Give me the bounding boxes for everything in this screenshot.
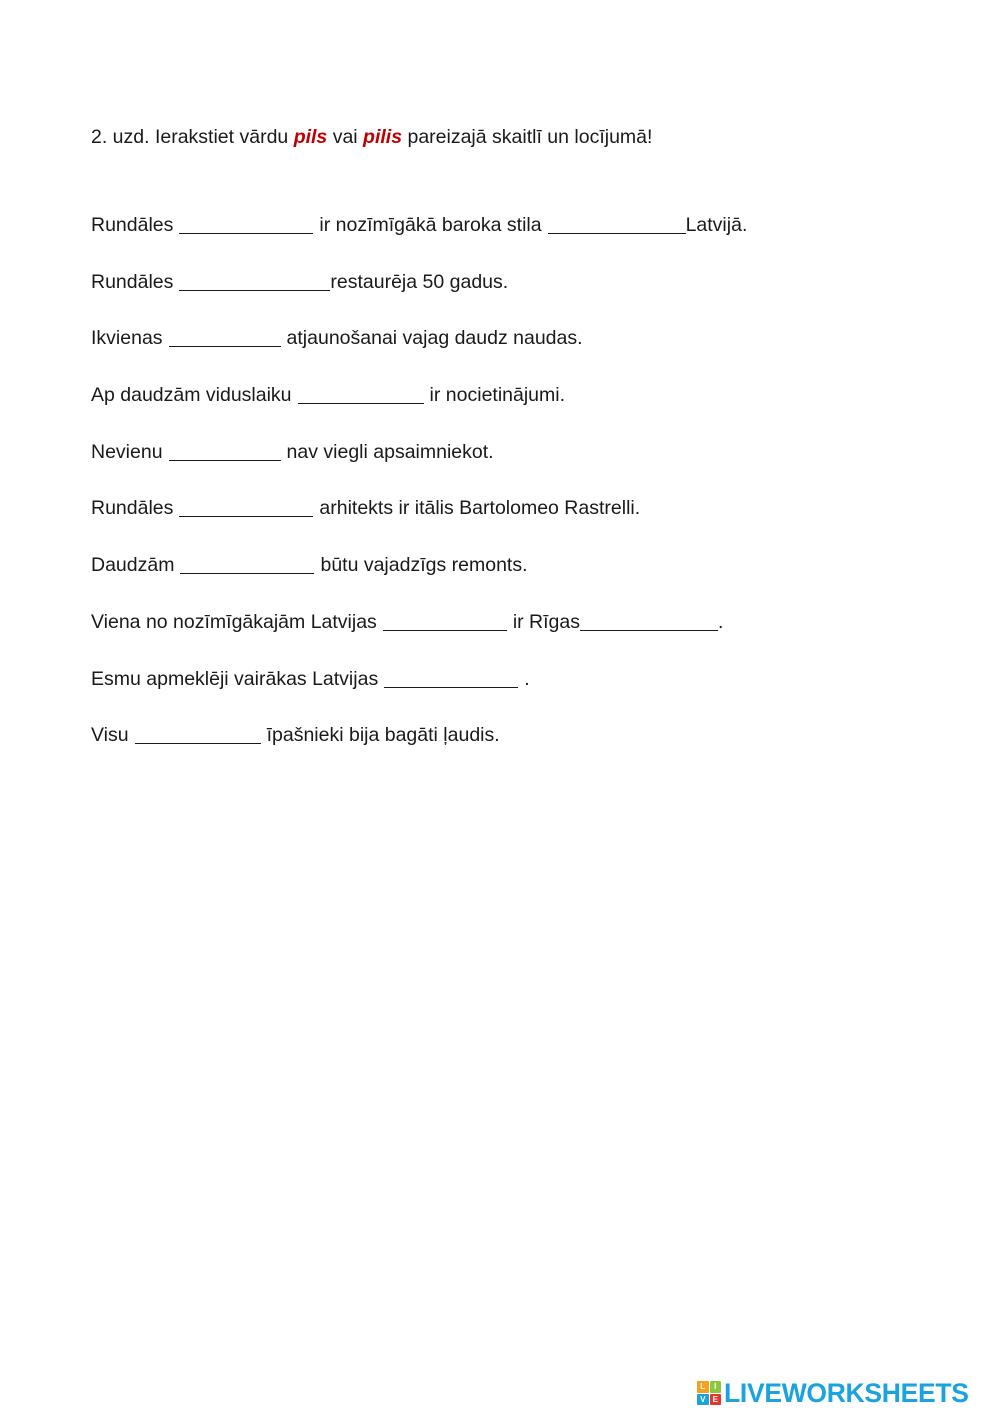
instruction-prefix: 2. uzd. Ierakstiet vārdu [91,126,294,148]
liveworksheets-logo [697,1378,969,1408]
exercise-sentence-10 [91,722,747,779]
liveworksheets-logo-icon [697,1381,721,1405]
instruction-suffix: pareizajā skaitlī un locījumā! [402,126,653,148]
answer-blank-7[interactable] [180,554,314,574]
exercise-sentence-9 [91,666,747,723]
sentence-text: Rundāles [91,214,174,236]
sentence-text: restaurēja 50 gadus. [330,270,509,293]
answer-blank-1a[interactable] [179,214,313,234]
logo-icon-letter: L [697,1381,709,1393]
exercise-sentence-8 [91,609,747,666]
sentence-text: Rundāles [91,270,174,293]
sentence-text: . [524,667,530,690]
sentence-text: ir nocietinājumi. [429,384,566,407]
answer-blank-2[interactable] [179,271,330,291]
logo-icon-letter: E [710,1394,722,1406]
sentence-text: Nevienu [91,440,163,463]
sentence-text: ir Rīgas [512,610,580,633]
exercise-sentence-6 [91,495,747,552]
exercise-sentence-1 [91,212,747,269]
sentence-text: Daudzām [91,554,175,577]
answer-blank-6[interactable] [179,497,313,517]
answer-blank-5[interactable] [169,441,281,461]
exercise-sentence-3 [91,325,747,382]
exercise-sentence-2 [91,269,747,326]
exercise-sentence-4 [91,382,747,439]
sentence-text: būtu vajadzīgs remonts. [320,554,528,577]
exercise-sentence-5 [91,439,747,496]
logo-text: LIVEWORKSHEETS [724,1377,969,1408]
answer-blank-3[interactable] [169,327,281,347]
exercise-list [91,212,747,779]
sentence-text: Visu [91,724,129,747]
logo-icon-letter: V [697,1394,709,1406]
sentence-text: . [718,610,724,633]
sentence-text: Ikvienas [91,327,163,350]
answer-blank-8b[interactable] [580,611,718,631]
instruction-middle: vai [327,126,364,148]
sentence-text: Esmu apmeklēji vairākas Latvijas [91,667,379,690]
task-instruction [91,124,652,150]
exercise-sentence-7 [91,552,747,609]
sentence-text: nav viegli apsaimniekot. [286,440,494,463]
sentence-text: Ap daudzām viduslaiku [91,384,292,407]
sentence-text: arhitekts ir itālis Bartolomeo Rastrelli. [319,497,641,520]
logo-icon-letter: I [710,1381,722,1393]
sentence-text: īpašnieki bija bagāti ļaudis. [266,724,500,747]
keyword-pilis: pilis [363,126,403,148]
answer-blank-8a[interactable] [383,611,507,631]
keyword-pils: pils [293,126,328,148]
sentence-text: Latvijā. [685,214,748,236]
answer-blank-10[interactable] [135,724,261,744]
answer-blank-1b[interactable] [548,214,686,234]
sentence-text: atjaunošanai vajag daudz naudas. [286,327,583,350]
answer-blank-9[interactable] [384,668,518,688]
answer-blank-4[interactable] [298,384,424,404]
sentence-text: Viena no nozīmīgākajām Latvijas [91,610,377,633]
sentence-text: Rundāles [91,497,174,520]
sentence-text: ir nozīmīgākā baroka stila [319,214,542,236]
